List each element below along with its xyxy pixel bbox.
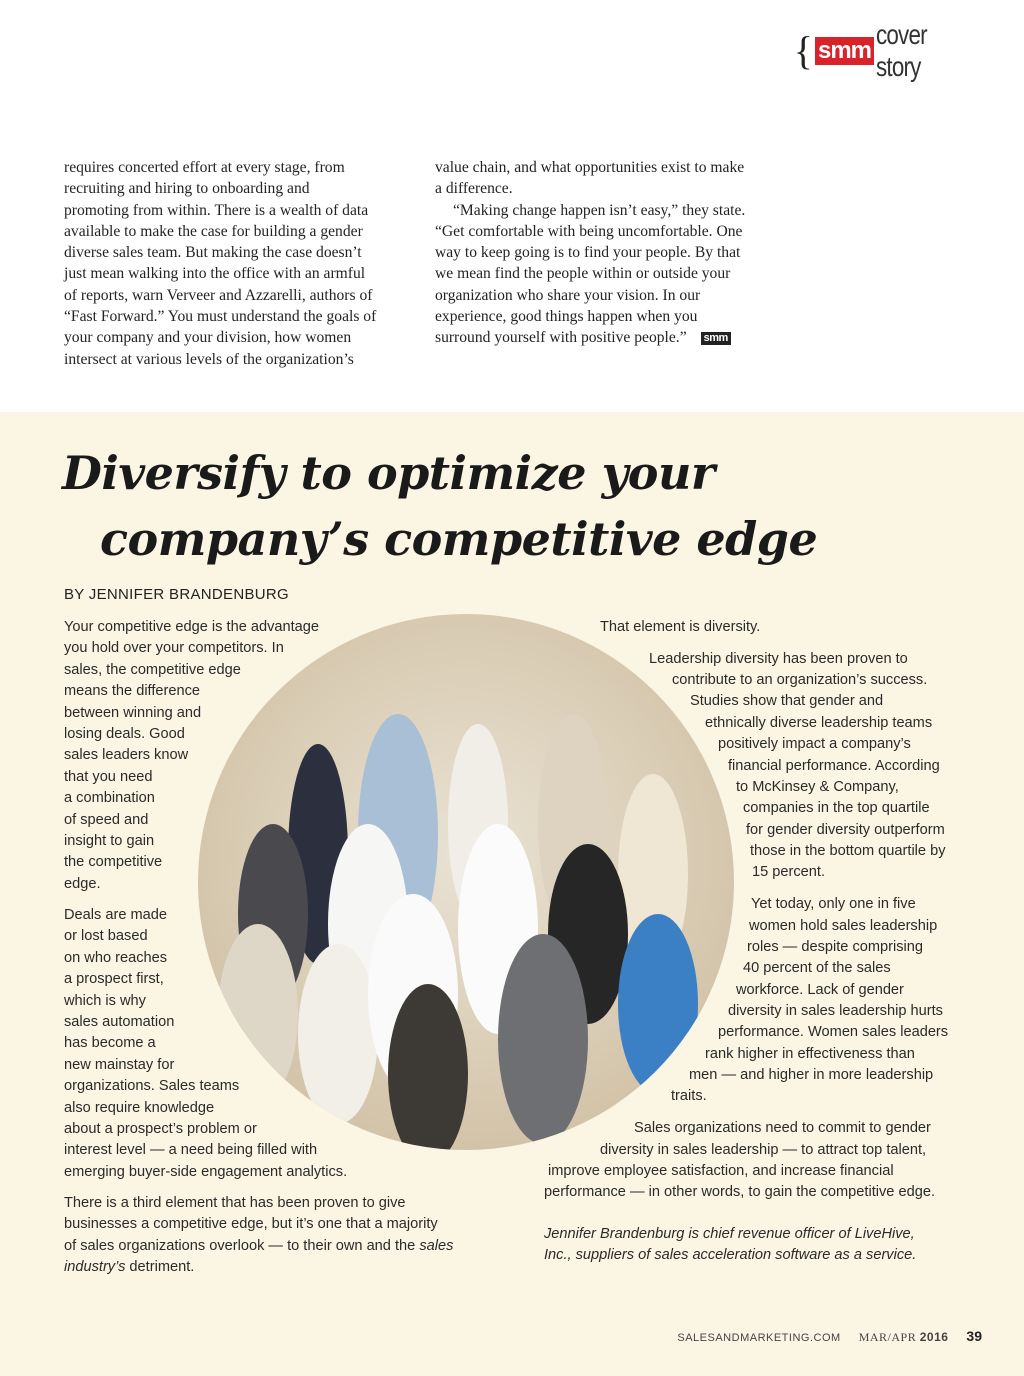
text-line: of reports, warn Verveer and Azzarelli, authors of bbox=[64, 286, 373, 304]
text-span: detriment. bbox=[125, 1259, 195, 1276]
text-line: a combination bbox=[64, 790, 155, 807]
text-line: on who reaches bbox=[64, 949, 168, 966]
text-line: improve employee satisfaction, and increase financial bbox=[548, 1163, 894, 1179]
text-line: or lost based bbox=[64, 928, 148, 945]
text-line bbox=[64, 1257, 484, 1278]
text-line: “Get comfortable with being uncomfortable. One bbox=[435, 222, 743, 240]
text-line: between winning and bbox=[64, 704, 202, 721]
text-line: for gender diversity outperform bbox=[746, 822, 945, 838]
text-line: sales, the competitive edge bbox=[64, 661, 241, 678]
text-line: the competitive bbox=[64, 854, 163, 871]
text-line bbox=[64, 1236, 484, 1257]
text-line: diversity in sales leadership hurts bbox=[728, 1003, 943, 1019]
previous-article-col1 bbox=[64, 157, 414, 370]
text-line: traits. bbox=[671, 1088, 707, 1104]
page-number: 39 bbox=[966, 1328, 982, 1344]
text-line: edge. bbox=[64, 875, 101, 892]
footer-site: SALESANDMARKETING.COM bbox=[677, 1332, 841, 1344]
text-line: Studies show that gender and bbox=[690, 693, 884, 709]
text-line: Your competitive edge is the advantage bbox=[64, 619, 320, 635]
text-line: positively impact a company’s bbox=[718, 736, 911, 752]
byline: BY JENNIFER BRANDENBURG bbox=[64, 586, 289, 603]
header-brace: { bbox=[793, 28, 813, 73]
text-line: insight to gain bbox=[64, 833, 155, 850]
text-line: workforce. Lack of gender bbox=[736, 982, 904, 998]
section-label: cover story bbox=[876, 19, 927, 82]
text-line: performance — in other words, to gain the competitive edge. bbox=[544, 1184, 935, 1200]
text-line: contribute to an organization’s success. bbox=[672, 672, 928, 688]
text-line: which is why bbox=[64, 992, 146, 1009]
text-line: value chain, and what opportunities exist to make bbox=[435, 159, 745, 176]
text-line: your company and your division, how women bbox=[64, 329, 352, 347]
footer-issue-year: 2016 bbox=[919, 1330, 949, 1344]
text-line: businesses a competitive edge, but it’s one that a majority bbox=[64, 1216, 438, 1233]
text-line: sales leaders know bbox=[64, 747, 189, 764]
text-line: a prospect first, bbox=[64, 971, 164, 988]
article-left-col-p2 bbox=[64, 905, 384, 1183]
text-span: of sales organizations overlook — to their own and the bbox=[64, 1237, 420, 1254]
text-line: experience, good things happen when you bbox=[435, 308, 698, 326]
text-line: There is a third element that has been proven to give bbox=[64, 1195, 406, 1211]
author-bio-line: Inc., suppliers of sales acceleration software as a service. bbox=[544, 1247, 917, 1263]
text-line: organizations. Sales teams bbox=[64, 1078, 240, 1095]
article-title bbox=[62, 440, 962, 572]
text-line: Deals are made bbox=[64, 907, 168, 923]
text-line: rank higher in effectiveness than bbox=[705, 1046, 915, 1062]
title-line-2: company’s competitive edge bbox=[100, 512, 818, 566]
text-line: “Making change happen isn’t easy,” they state. bbox=[453, 201, 746, 219]
footer-issue bbox=[859, 1330, 949, 1345]
end-mark-logo: smm bbox=[701, 332, 731, 345]
text-line: to McKinsey & Company, bbox=[736, 779, 899, 795]
text-line: 40 percent of the sales bbox=[743, 960, 891, 976]
text-line: way to keep going is to find your people. By that bbox=[435, 244, 741, 262]
author-bio-line: Jennifer Brandenburg is chief revenue officer of LiveHive, bbox=[544, 1226, 915, 1242]
text-line: you hold over your competitors. In bbox=[64, 640, 284, 657]
photo-figure bbox=[498, 934, 588, 1144]
text-line: has become a bbox=[64, 1035, 156, 1052]
text-span-italic: industry’s bbox=[64, 1259, 126, 1276]
text-line: sales automation bbox=[64, 1014, 175, 1031]
text-line: performance. Women sales leaders bbox=[718, 1024, 949, 1040]
text-line: diversity in sales leadership — to attract top talent, bbox=[600, 1142, 927, 1158]
previous-article-col2 bbox=[435, 157, 795, 349]
text-line-content: surround yourself with positive people.” bbox=[435, 329, 687, 347]
article-left-col-p3 bbox=[64, 1193, 484, 1279]
text-line: means the difference bbox=[64, 683, 201, 700]
text-line: men — and higher in more leadership bbox=[689, 1067, 934, 1083]
text-line: recruiting and hiring to onboarding and bbox=[64, 180, 310, 198]
article-right-p1: That element is diversity. bbox=[600, 619, 761, 635]
text-line: Leadership diversity has been proven to bbox=[649, 651, 908, 667]
text-line: “Fast Forward.” You must understand the goals of bbox=[64, 308, 377, 326]
text-line: diverse sales team. But making the case doesn’t bbox=[64, 244, 362, 262]
text-line: requires concerted effort at every stage, from bbox=[64, 159, 345, 176]
text-line: available to make the case for building a gender bbox=[64, 222, 363, 240]
text-line: we mean find the people within or outside your bbox=[435, 265, 731, 283]
photo-figure bbox=[388, 984, 468, 1150]
text-span-italic: sales bbox=[419, 1237, 454, 1254]
footer-issue-month: MAR/APR bbox=[858, 1330, 917, 1344]
text-line: Yet today, only one in five bbox=[751, 896, 916, 912]
text-line: a difference. bbox=[435, 180, 513, 198]
article-left-col-p1 bbox=[64, 617, 364, 895]
page-footer bbox=[677, 1328, 982, 1345]
text-line: intersect at various levels of the organization’s bbox=[64, 350, 354, 368]
photo-figure bbox=[618, 914, 698, 1094]
text-line: losing deals. Good bbox=[64, 726, 185, 743]
text-line: financial performance. According bbox=[728, 758, 940, 774]
text-line: women hold sales leadership bbox=[749, 918, 938, 934]
text-line: companies in the top quartile bbox=[743, 800, 930, 816]
text-line: promoting from within. There is a wealth of data bbox=[64, 201, 369, 219]
text-line: roles — despite comprising bbox=[747, 939, 924, 955]
text-line: those in the bottom quartile by bbox=[750, 843, 946, 859]
text-line bbox=[435, 327, 795, 348]
text-line: of speed and bbox=[64, 811, 149, 828]
text-line: interest level — a need being filled with bbox=[64, 1142, 318, 1159]
text-line: that you need bbox=[64, 768, 153, 785]
text-line: just mean walking into the office with an armful bbox=[64, 265, 366, 283]
text-line: also require knowledge bbox=[64, 1099, 215, 1116]
section-header bbox=[793, 19, 986, 82]
text-line: 15 percent. bbox=[752, 864, 826, 880]
title-line-1: Diversify to optimize your bbox=[62, 446, 715, 500]
text-line: ethnically diverse leadership teams bbox=[705, 715, 933, 731]
text-line: emerging buyer-side engagement analytics. bbox=[64, 1163, 348, 1180]
text-line: Sales organizations need to commit to gender bbox=[634, 1120, 931, 1136]
text-line: organization who share your vision. In our bbox=[435, 286, 701, 304]
text-line: new mainstay for bbox=[64, 1056, 175, 1073]
smm-logo: smm bbox=[815, 37, 874, 65]
text-line: about a prospect’s problem or bbox=[64, 1121, 257, 1138]
